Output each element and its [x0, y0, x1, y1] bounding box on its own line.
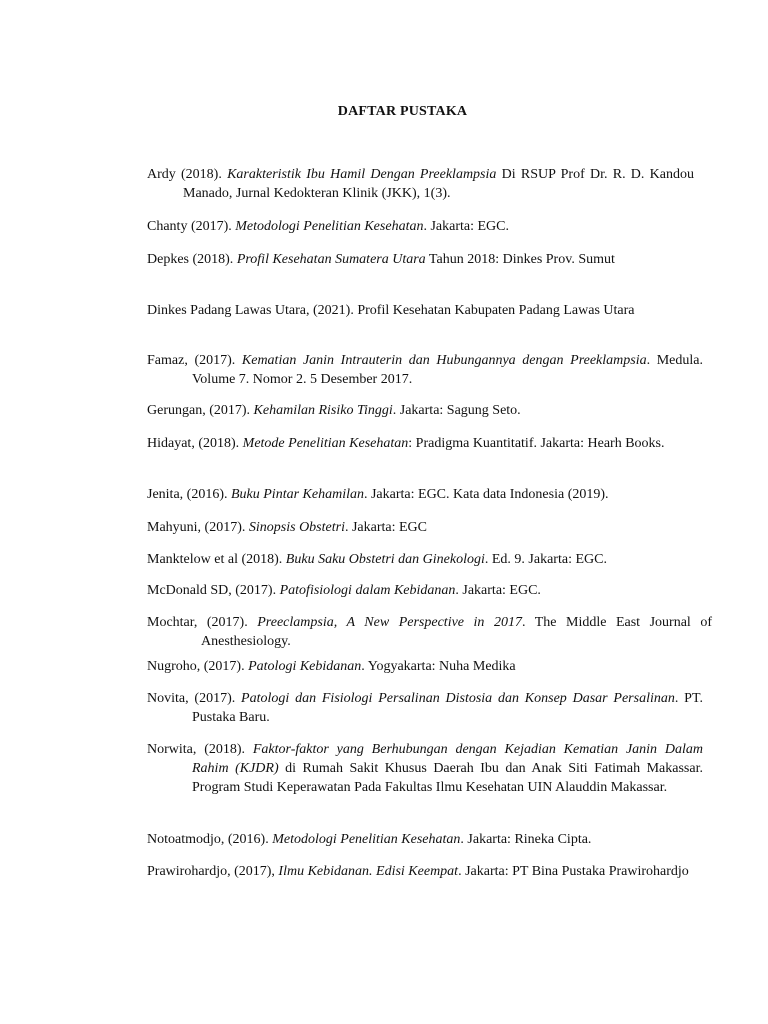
- reference-item: Notoatmodjo, (2016). Metodologi Penelitian Kesehatan. Jakarta: Rineka Cipta.: [147, 832, 592, 847]
- reference-item: Norwita, (2018). Faktor-faktor yang Berhubungan dengan Kejadian Kematian Janin Dalam Rahim (KJDR) di Rumah Sakit Khusus Daerah Ibu dan Anak Siti Fatimah Makassar. Program Studi Keperawatan Pada Fakultas Ilmu Kesehatan UIN Alauddin Makassar.: [147, 742, 703, 795]
- reference-item: Mochtar, (2017). Preeclampsia, A New Perspective in 2017. The Middle East Journal of Anesthesiology.: [147, 615, 712, 649]
- reference-item: Ardy (2018). Karakteristik Ibu Hamil Dengan Preeklampsia Di RSUP Prof Dr. R. D. Kandou Manado, Jurnal Kedokteran Klinik (JKK), 1(3).: [147, 167, 694, 201]
- reference-item: Dinkes Padang Lawas Utara, (2021). Profil Kesehatan Kabupaten Padang Lawas Utara: [147, 303, 635, 318]
- reference-item: Famaz, (2017). Kematian Janin Intrauterin dan Hubungannya dengan Preeklampsia. Medula. Volume 7. Nomor 2. 5 Desember 2017.: [147, 353, 703, 387]
- reference-item: Gerungan, (2017). Kehamilan Risiko Tinggi. Jakarta: Sagung Seto.: [147, 403, 521, 418]
- reference-item: Mahyuni, (2017). Sinopsis Obstetri. Jakarta: EGC: [147, 520, 427, 535]
- reference-item: Nugroho, (2017). Patologi Kebidanan. Yogyakarta: Nuha Medika: [147, 659, 516, 674]
- reference-item: Hidayat, (2018). Metode Penelitian Kesehatan: Pradigma Kuantitatif. Jakarta: Hearh Books.: [147, 436, 665, 451]
- reference-item: Depkes (2018). Profil Kesehatan Sumatera Utara Tahun 2018: Dinkes Prov. Sumut: [147, 252, 615, 267]
- reference-item: Jenita, (2016). Buku Pintar Kehamilan. Jakarta: EGC. Kata data Indonesia (2019).: [147, 487, 609, 502]
- reference-item: Novita, (2017). Patologi dan Fisiologi Persalinan Distosia dan Konsep Dasar Persalinan. PT. Pustaka Baru.: [147, 691, 703, 725]
- reference-item: Manktelow et al (2018). Buku Saku Obstetri dan Ginekologi. Ed. 9. Jakarta: EGC.: [147, 552, 607, 567]
- reference-item: McDonald SD, (2017). Patofisiologi dalam Kebidanan. Jakarta: EGC.: [147, 583, 541, 598]
- reference-item: Chanty (2017). Metodologi Penelitian Kesehatan. Jakarta: EGC.: [147, 219, 509, 234]
- page-title: DAFTAR PUSTAKA: [337, 104, 468, 119]
- reference-item: Prawirohardjo, (2017), Ilmu Kebidanan. Edisi Keempat. Jakarta: PT Bina Pustaka Prawirohardjo: [147, 864, 689, 879]
